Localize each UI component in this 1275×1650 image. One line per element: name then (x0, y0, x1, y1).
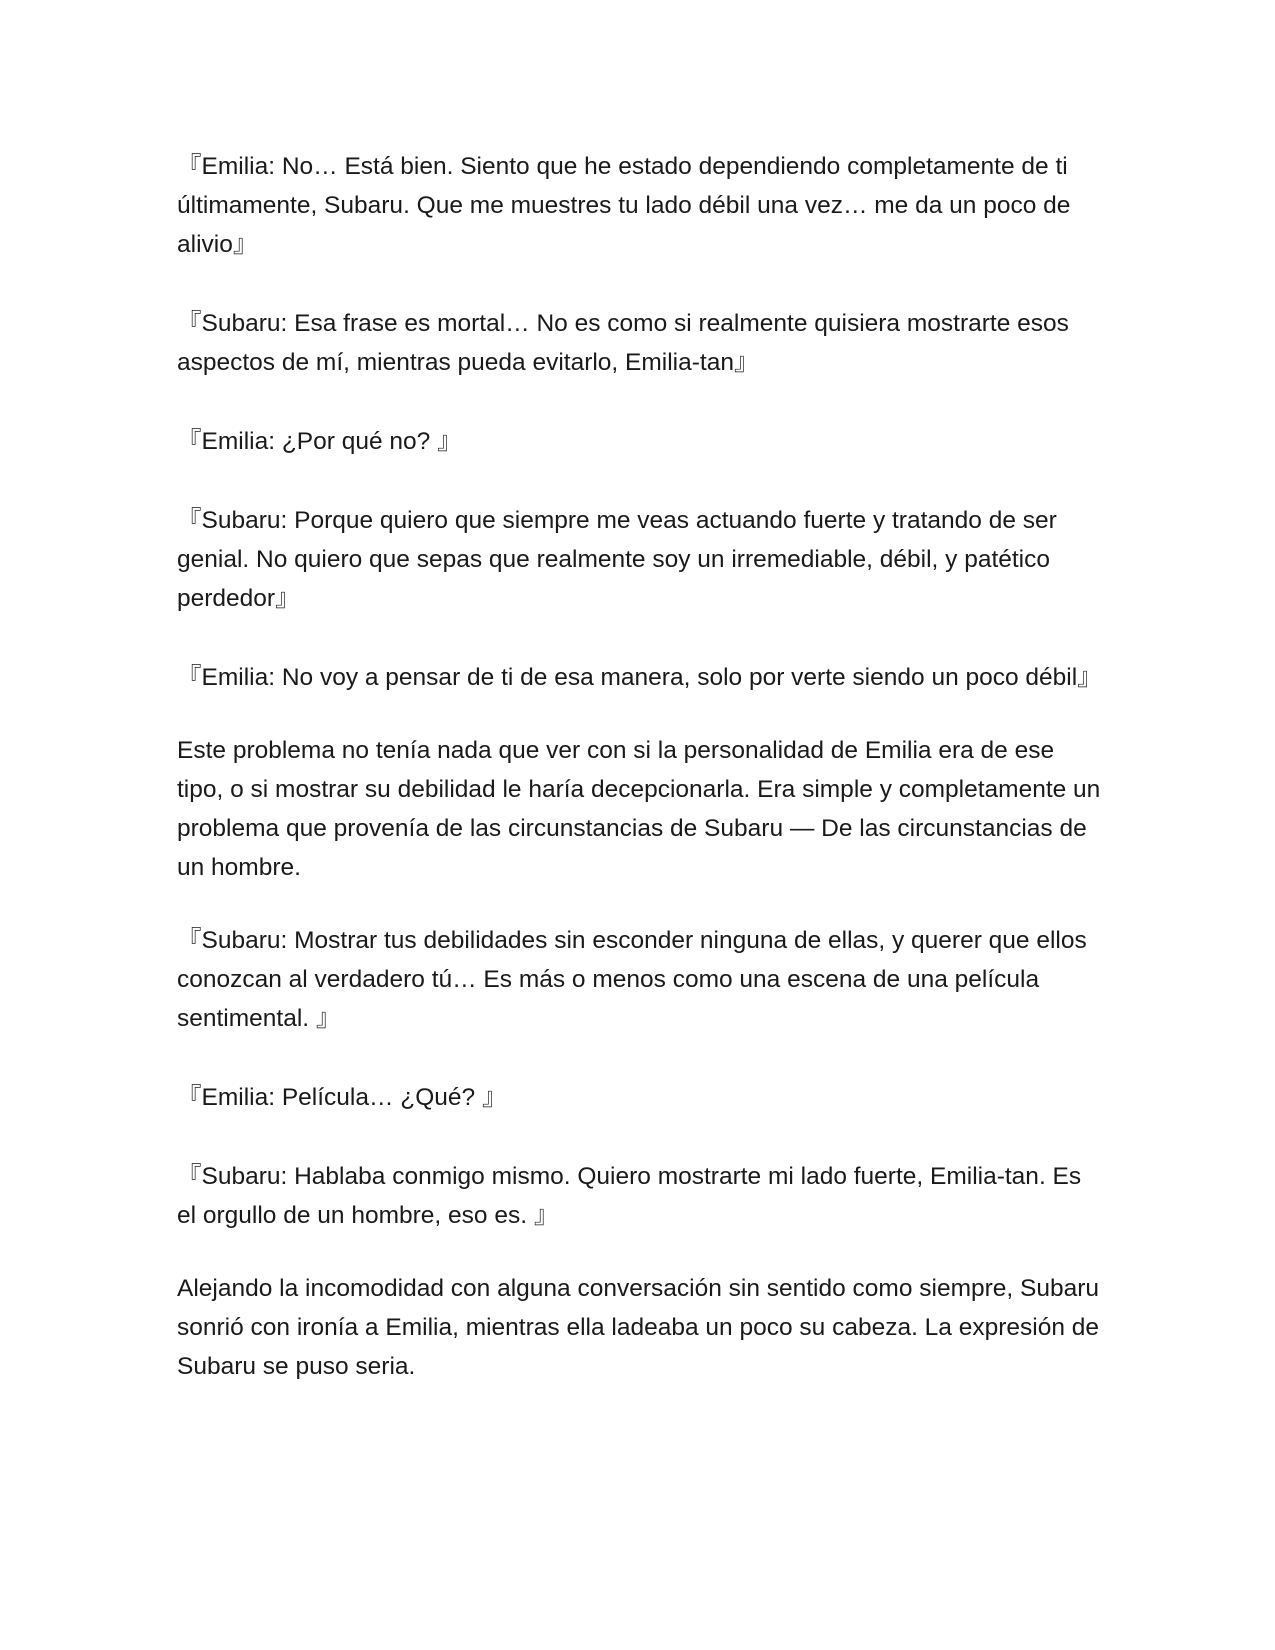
document-body (177, 147, 1107, 1426)
dialogue-paragraph: 『Emilia: No voy a pensar de ti de esa manera, solo por verte siendo un poco débil』 (177, 664, 1102, 691)
dialogue-paragraph: 『Emilia: Película… ¿Qué? 』 (177, 1084, 507, 1111)
narration-paragraph: Alejando la incomodidad con alguna conversación sin sentido como siempre, Subaru sonrió con ironía a Emilia, mientras ella ladeaba un poco su cabeza. La expresión de Subaru se puso seria. (177, 1275, 1100, 1380)
narration-paragraph: Este problema no tenía nada que ver con si la personalidad de Emilia era de ese tipo, o si mostrar su debilidad le haría decepcionarla. Era simple y completamente un problema que provenía de las circunstancias de Subaru — De las circunstancias de un hombre. (177, 737, 1101, 881)
dialogue-paragraph: 『Subaru: Hablaba conmigo mismo. Quiero mostrarte mi lado fuerte, Emilia-tan. Es el orgullo de un hombre, eso es. 』 (177, 1163, 1082, 1229)
dialogue-paragraph: 『Emilia: No… Está bien. Siento que he estado dependiendo completamente de ti últimamente, Subaru. Que me muestres tu lado débil una vez… me da un poco de alivio』 (177, 153, 1071, 258)
dialogue-paragraph: 『Subaru: Porque quiero que siempre me veas actuando fuerte y tratando de ser genial. No quiero que sepas que realmente soy un irremediable, débil, y patético perdedor』 (177, 507, 1057, 612)
dialogue-paragraph: 『Emilia: ¿Por qué no? 』 (177, 428, 462, 455)
dialogue-paragraph: 『Subaru: Esa frase es mortal… No es como si realmente quisiera mostrarte esos aspectos de mí, mientras pueda evitarlo, Emilia-tan』 (177, 310, 1069, 376)
dialogue-paragraph: 『Subaru: Mostrar tus debilidades sin esconder ninguna de ellas, y querer que ellos conozcan al verdadero tú… Es más o menos como una escena de una película sentimental. 』 (177, 927, 1087, 1032)
